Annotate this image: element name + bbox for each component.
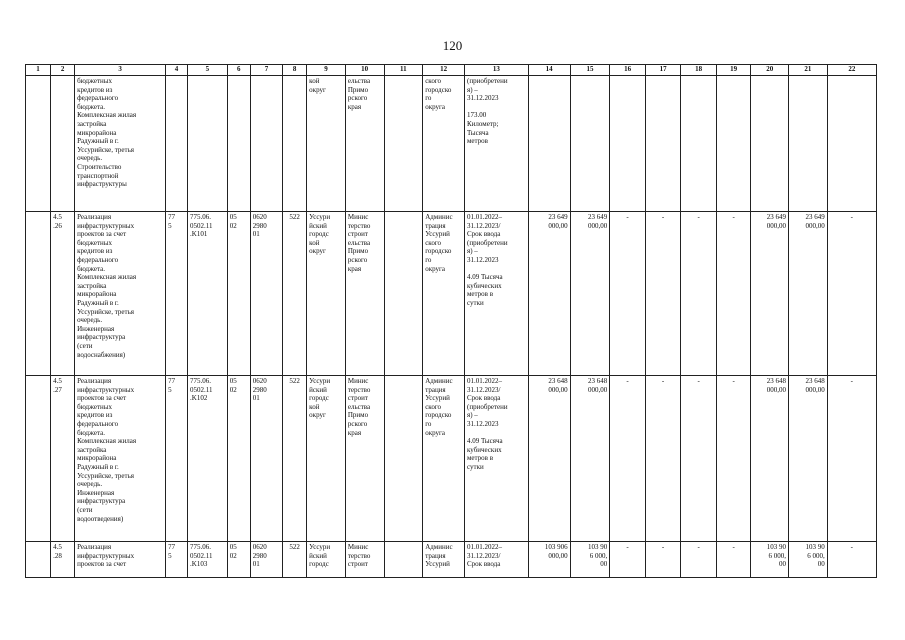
table-cell: Минис терство строит ельства Примо рского края	[345, 376, 384, 542]
table-cell: -	[827, 212, 876, 376]
table-cell: -	[645, 542, 681, 578]
budget-table	[25, 64, 877, 578]
table-cell: -	[610, 542, 646, 578]
table-cell	[827, 76, 876, 212]
table-cell: 103 90 6 000, 00	[789, 542, 828, 578]
header-cell: 6	[227, 65, 250, 76]
table-cell: 0620 2980 01	[250, 542, 282, 578]
table-cell	[570, 76, 610, 212]
header-cell: 10	[345, 65, 384, 76]
table-cell: 23 648 000,00	[528, 376, 570, 542]
table-cell: Реализация инфраструктурных проектов за счет бюджетных кредитов из федерального бюджета. Комплексная жилая застройка микрорайона Радужный в г. Уссурийске, третья очередь. Инженерная инфраструктура (сети водоснабжения)	[75, 212, 166, 376]
header-cell: 3	[75, 65, 166, 76]
header-cell: 4	[166, 65, 188, 76]
table-cell: 23 648 000,00	[789, 376, 828, 542]
table-cell: 77 5	[166, 212, 188, 376]
table-cell: -	[716, 376, 751, 542]
header-cell: 14	[528, 65, 570, 76]
header-cell: 1	[26, 65, 51, 76]
header-row	[26, 65, 877, 76]
table-cell	[528, 76, 570, 212]
table-cell: Уссури йский городс кой округ	[307, 376, 346, 542]
table-cell: -	[827, 376, 876, 542]
table-cell: 23 649 000,00	[789, 212, 828, 376]
table-cell: -	[827, 542, 876, 578]
table-cell: 775.06. 0502.11 .K101	[188, 212, 228, 376]
table-cell: Реализация инфраструктурных проектов за счет	[75, 542, 166, 578]
table-cell: 775.06. 0502.11 .K103	[188, 542, 228, 578]
table-cell: -	[610, 376, 646, 542]
table-cell: 775.06. 0502.11 .K102	[188, 376, 228, 542]
table-cell	[384, 212, 423, 376]
table-cell: 103 906 000,00	[528, 542, 570, 578]
table-cell	[384, 76, 423, 212]
table-cell: 4.5 .27	[51, 376, 75, 542]
table-cell: 01.01.2022– 31.12.2023/ Срок ввода (приобретени я) – 31.12.2023 4.09 Тысяча кубических метров в сутки	[465, 376, 529, 542]
table-cell	[789, 76, 828, 212]
table-cell	[384, 542, 423, 578]
table-cell: Минис терство строит ельства Примо рского края	[345, 212, 384, 376]
table-cell: -	[681, 376, 717, 542]
table-cell: 103 90 6 000, 00	[570, 542, 610, 578]
table-cell: 522	[283, 542, 307, 578]
table-cell: 77 5	[166, 376, 188, 542]
table-cell: 522	[283, 376, 307, 542]
table-cell: 4.5 .26	[51, 212, 75, 376]
table-cell	[716, 76, 751, 212]
header-cell: 12	[423, 65, 465, 76]
table-cell: Минис терство строит	[345, 542, 384, 578]
header-cell: 19	[716, 65, 751, 76]
table-cell: -	[681, 542, 717, 578]
table-cell: ского городско го округа	[423, 76, 465, 212]
header-cell: 17	[645, 65, 681, 76]
table-cell: Уссури йский городс	[307, 542, 346, 578]
table-cell: -	[645, 376, 681, 542]
header-cell: 18	[681, 65, 717, 76]
table-cell: -	[610, 212, 646, 376]
table-cell	[250, 76, 282, 212]
table-cell	[645, 76, 681, 212]
table-cell: 23 649 000,00	[751, 212, 789, 376]
table-cell	[751, 76, 789, 212]
header-cell: 15	[570, 65, 610, 76]
table-cell: -	[645, 212, 681, 376]
header-cell: 16	[610, 65, 646, 76]
table-cell: ельства Примо рского края	[345, 76, 384, 212]
header-cell: 22	[827, 65, 876, 76]
table-cell: 05 02	[227, 376, 250, 542]
header-cell: 2	[51, 65, 75, 76]
header-cell: 5	[188, 65, 228, 76]
table-cell: (приобретени я) – 31.12.2023 173.00 Километр; Тысяча метров	[465, 76, 529, 212]
table-cell: Админис трация Уссурий ского городско го округа	[423, 212, 465, 376]
table-cell: 23 649 000,00	[528, 212, 570, 376]
table-cell: 05 02	[227, 542, 250, 578]
table-cell	[51, 76, 75, 212]
table-cell	[26, 212, 51, 376]
header-cell: 7	[250, 65, 282, 76]
table-cell	[283, 76, 307, 212]
table-row	[26, 212, 877, 376]
table-cell: Админис трация Уссурий	[423, 542, 465, 578]
table-cell	[681, 76, 717, 212]
table-cell	[227, 76, 250, 212]
table-cell: 23 648 000,00	[570, 376, 610, 542]
table-cell: 05 02	[227, 212, 250, 376]
table-cell: 77 5	[166, 542, 188, 578]
table-cell: Реализация инфраструктурных проектов за счет бюджетных кредитов из федерального бюджета. Комплексная жилая застройка микрорайона Радужный в г. Уссурийске, третья очередь. Инженерная инфраструктура (сети водоотведения)	[75, 376, 166, 542]
table-cell	[188, 76, 228, 212]
table-cell: 0620 2980 01	[250, 376, 282, 542]
table-cell: 23 648 000,00	[751, 376, 789, 542]
table-cell	[166, 76, 188, 212]
table-cell: Уссури йский городс кой округ	[307, 212, 346, 376]
table-cell	[26, 76, 51, 212]
table-cell: 522	[283, 212, 307, 376]
table-cell: -	[716, 542, 751, 578]
header-cell: 21	[789, 65, 828, 76]
header-cell: 20	[751, 65, 789, 76]
header-cell: 13	[465, 65, 529, 76]
table-cell: 4.5 .28	[51, 542, 75, 578]
table-row	[26, 76, 877, 212]
table-cell: -	[681, 212, 717, 376]
table-cell: -	[716, 212, 751, 376]
header-cell: 8	[283, 65, 307, 76]
header-cell: 9	[307, 65, 346, 76]
table-cell	[610, 76, 646, 212]
table-cell: бюджетных кредитов из федерального бюджета. Комплексная жилая застройка микрорайона Радужный в г. Уссурийске, третья очередь. Строительство транспортной инфраструктуры	[75, 76, 166, 212]
header-cell: 11	[384, 65, 423, 76]
table-cell: кой округ	[307, 76, 346, 212]
table-row	[26, 542, 877, 578]
table-row	[26, 376, 877, 542]
table-cell	[26, 376, 51, 542]
table-cell: 01.01.2022– 31.12.2023/ Срок ввода (приобретени я) – 31.12.2023 4.09 Тысяча кубических метров в сутки	[465, 212, 529, 376]
table-cell	[26, 542, 51, 578]
table-cell: 0620 2980 01	[250, 212, 282, 376]
table-cell: 23 649 000,00	[570, 212, 610, 376]
table-cell	[384, 376, 423, 542]
table-cell: 01.01.2022– 31.12.2023/ Срок ввода	[465, 542, 529, 578]
table-cell: Админис трация Уссурий ского городско го округа	[423, 376, 465, 542]
page-number: 120	[442, 38, 463, 53]
table-cell: 103 90 6 000, 00	[751, 542, 789, 578]
